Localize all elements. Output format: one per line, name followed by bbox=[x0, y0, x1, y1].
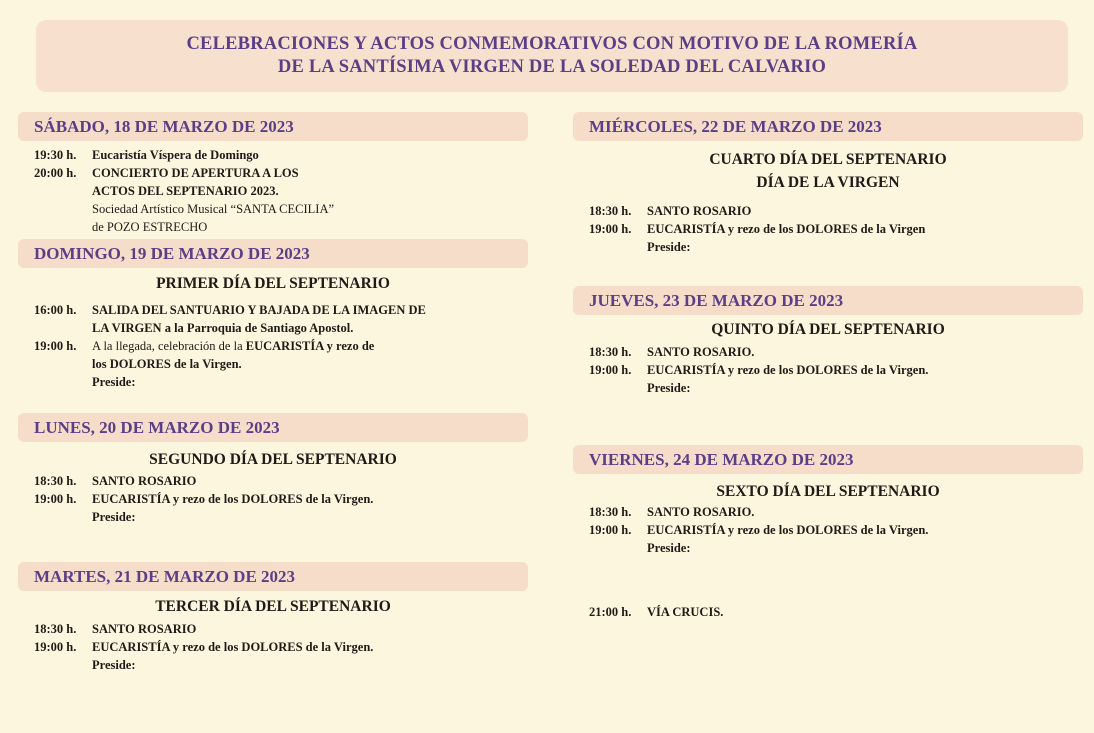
preside-label: Preside: bbox=[92, 375, 136, 389]
event-time: 18:30 h. bbox=[34, 622, 77, 636]
event-time: 20:00 h. bbox=[34, 166, 77, 180]
event-time: 18:30 h. bbox=[589, 345, 632, 359]
day-header-lunes: LUNES, 20 DE MARZO DE 2023 bbox=[18, 413, 528, 442]
event-text: CONCIERTO DE APERTURA A LOS bbox=[92, 166, 299, 180]
event-time: 19:00 h. bbox=[589, 363, 632, 377]
event-time: 18:30 h. bbox=[589, 204, 632, 218]
events-lunes bbox=[18, 472, 528, 526]
day-header-sabado: SÁBADO, 18 DE MARZO DE 2023 bbox=[18, 112, 528, 141]
preside-label: Preside: bbox=[647, 381, 691, 395]
event-row bbox=[589, 220, 1083, 238]
event-text: EUCARISTÍA y rezo de los DOLORES de la Virgen. bbox=[647, 523, 929, 537]
event-text: EUCARISTÍA y rezo de los DOLORES de la Virgen. bbox=[647, 363, 929, 377]
day-header-miercoles: MIÉRCOLES, 22 DE MARZO DE 2023 bbox=[573, 112, 1083, 141]
event-text bbox=[92, 337, 528, 355]
event-row bbox=[34, 301, 528, 319]
event-text: ACTOS DEL SEPTENARIO 2023. bbox=[92, 184, 279, 198]
preside-label: Preside: bbox=[92, 510, 136, 524]
event-text: VÍA CRUCIS. bbox=[647, 605, 724, 619]
septenario-day-title: SEGUNDO DÍA DEL SEPTENARIO bbox=[149, 451, 397, 468]
events-sabado bbox=[18, 146, 528, 236]
event-text: LA VIRGEN a la Parroquia de Santiago Apostol. bbox=[92, 321, 354, 335]
event-row bbox=[34, 638, 528, 656]
event-text: SANTO ROSARIO. bbox=[647, 345, 755, 359]
events-martes bbox=[18, 620, 528, 674]
title-banner bbox=[36, 20, 1068, 92]
event-text: EUCARISTÍA y rezo de los DOLORES de la Virgen bbox=[647, 222, 926, 236]
event-text: EUCARISTÍA y rezo de los DOLORES de la Virgen. bbox=[92, 640, 374, 654]
septenario-day-title: TERCER DÍA DEL SEPTENARIO bbox=[155, 598, 391, 615]
event-row bbox=[34, 490, 528, 508]
events-domingo bbox=[18, 301, 528, 391]
events-viernes bbox=[573, 503, 1083, 621]
event-text: SALIDA DEL SANTUARIO Y BAJADA DE LA IMAGEN DE bbox=[92, 303, 426, 317]
event-text: de POZO ESTRECHO bbox=[92, 220, 208, 234]
event-time: 21:00 h. bbox=[589, 605, 632, 619]
event-row bbox=[589, 503, 1083, 521]
title-line-2: DE LA SANTÍSIMA VIRGEN DE LA SOLEDAD DEL CALVARIO bbox=[277, 57, 827, 77]
septenario-day-subtitle: DÍA DE LA VIRGEN bbox=[756, 174, 900, 191]
septenario-day-title: SEXTO DÍA DEL SEPTENARIO bbox=[716, 483, 940, 500]
event-text: SANTO ROSARIO bbox=[92, 622, 197, 636]
event-text-bold: EUCARISTÍA y rezo de bbox=[245, 339, 375, 353]
event-time: 18:30 h. bbox=[589, 505, 632, 519]
event-text: Sociedad Artístico Musical “SANTA CECILIA” bbox=[92, 202, 335, 216]
event-text: Eucaristía Víspera de Domingo bbox=[92, 148, 259, 162]
septenario-day-title: QUINTO DÍA DEL SEPTENARIO bbox=[711, 321, 945, 338]
preside-label: Preside: bbox=[647, 240, 691, 254]
left-column bbox=[18, 112, 528, 674]
event-time: 18:30 h. bbox=[34, 474, 77, 488]
events-miercoles bbox=[573, 202, 1083, 256]
septenario-day-title: CUARTO DÍA DEL SEPTENARIO bbox=[709, 151, 947, 168]
day-header-viernes: VIERNES, 24 DE MARZO DE 2023 bbox=[573, 445, 1083, 474]
event-row bbox=[589, 343, 1083, 361]
event-time: 19:00 h. bbox=[589, 222, 632, 236]
event-text: SANTO ROSARIO bbox=[92, 474, 197, 488]
event-row bbox=[589, 521, 1083, 539]
event-row bbox=[34, 146, 528, 164]
septenario-day-title: PRIMER DÍA DEL SEPTENARIO bbox=[156, 275, 390, 292]
event-text: los DOLORES de la Virgen. bbox=[92, 357, 242, 371]
preside-label: Preside: bbox=[647, 541, 691, 555]
preside-label: Preside: bbox=[92, 658, 136, 672]
event-text: EUCARISTÍA y rezo de los DOLORES de la Virgen. bbox=[92, 492, 374, 506]
event-row bbox=[34, 337, 528, 355]
day-header-jueves: JUEVES, 23 DE MARZO DE 2023 bbox=[573, 286, 1083, 315]
event-text-plain: A la llegada, celebración de la bbox=[92, 339, 246, 353]
event-time: 19:00 h. bbox=[589, 523, 632, 537]
event-time: 19:00 h. bbox=[34, 640, 77, 654]
event-row bbox=[589, 361, 1083, 379]
event-row bbox=[34, 620, 528, 638]
event-time: 19:30 h. bbox=[34, 148, 77, 162]
right-column bbox=[573, 112, 1083, 621]
event-text: SANTO ROSARIO bbox=[647, 204, 752, 218]
event-row bbox=[589, 603, 1083, 621]
event-text: SANTO ROSARIO. bbox=[647, 505, 755, 519]
title-line-1: CELEBRACIONES Y ACTOS CONMEMORATIVOS CON MOTIVO DE LA ROMERÍA bbox=[186, 34, 918, 54]
day-header-domingo: DOMINGO, 19 DE MARZO DE 2023 bbox=[18, 239, 528, 268]
day-header-martes: MARTES, 21 DE MARZO DE 2023 bbox=[18, 562, 528, 591]
event-time: 19:00 h. bbox=[34, 492, 77, 506]
event-time: 19:00 h. bbox=[34, 339, 77, 353]
event-row bbox=[34, 472, 528, 490]
event-row bbox=[34, 164, 528, 182]
events-jueves bbox=[573, 343, 1083, 397]
event-row bbox=[589, 202, 1083, 220]
event-time: 16:00 h. bbox=[34, 303, 77, 317]
